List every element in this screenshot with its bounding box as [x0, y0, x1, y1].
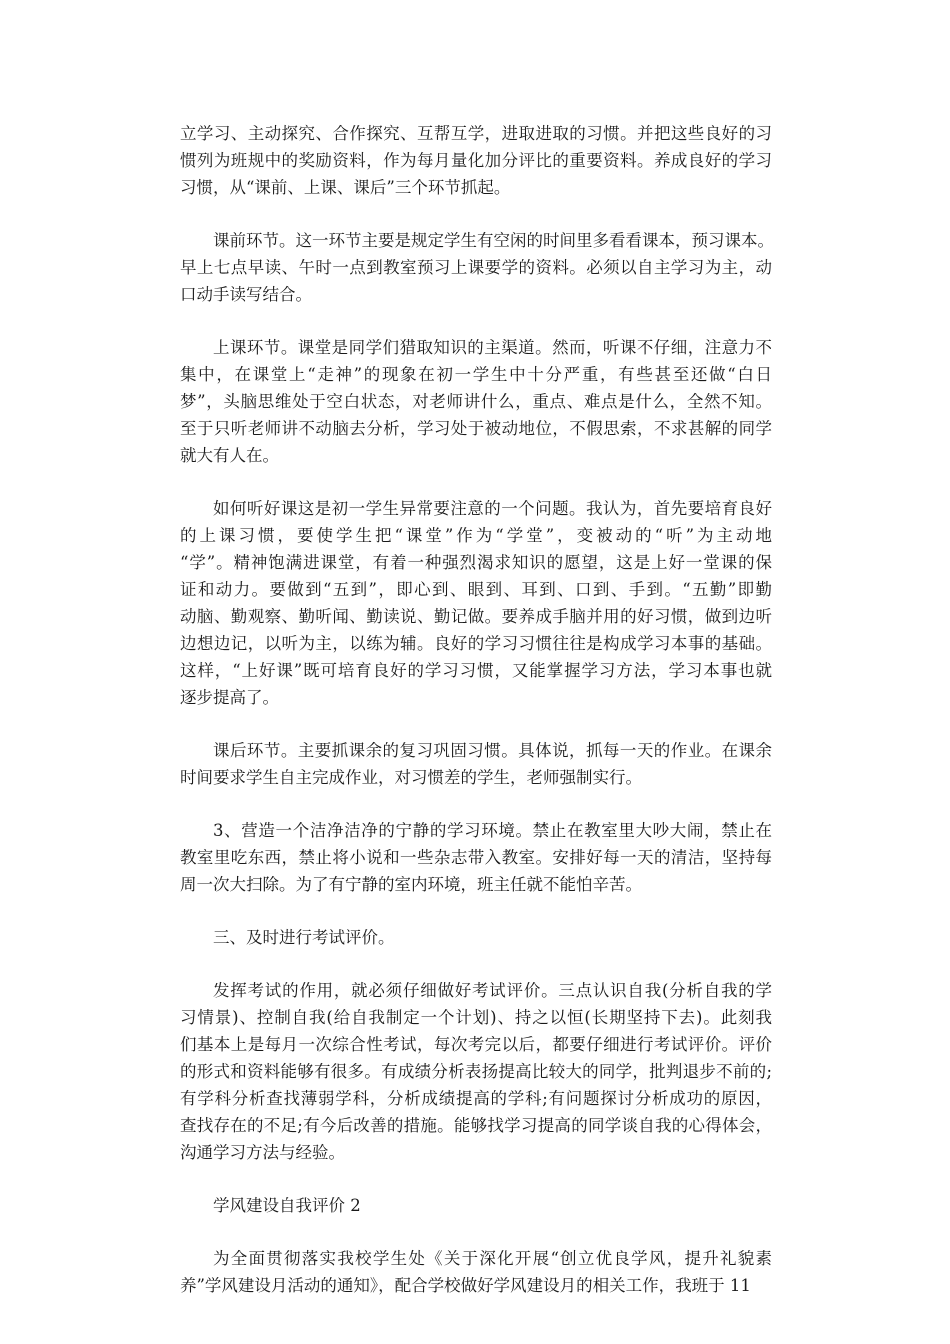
text-line: 的形式和资料能够有很多。有成绩分析表扬提高比较大的同学，批判退步不前的; — [180, 1062, 772, 1081]
text-line: 学风建设自我评价 2 — [213, 1196, 361, 1215]
text-line: 惯列为班规中的奖励资料，作为每月量化加分评比的重要资料。养成良好的学习 — [180, 151, 772, 170]
text-line: 课前环节。这一环节主要是规定学生有空闲的时间里多看看课本，预习课本。 — [213, 231, 774, 250]
text-line: 这样，“上好课”既可培育良好的学习习惯，又能掌握学习方法，学习本事也就 — [180, 661, 772, 680]
text-line: 逐步提高了。 — [180, 688, 279, 707]
text-line: 早上七点早读、午时一点到教室预习上课要学的资料。必须以自主学习为主，动 — [180, 258, 772, 277]
paragraph — [180, 924, 772, 951]
text-line: 教室里吃东西，禁止将小说和一些杂志带入教室。安排好每一天的清洁，坚持每 — [180, 848, 772, 867]
text-line: “学”。精神饱满进课堂，有着一种强烈渴求知识的愿望，这是上好一堂课的保 — [180, 553, 772, 572]
text-line: 3、营造一个洁净洁净的宁静的学习环境。禁止在教室里大吵大闹，禁止在 — [213, 821, 772, 840]
text-line: 为全面贯彻落实我校学生处《关于深化开展“创立优良学风，提升礼貌素 — [213, 1249, 772, 1268]
text-line: 立学习、主动探究、合作探究、互帮互学，进取进取的习惯。并把这些良好的习 — [180, 124, 772, 143]
text-line: 证和动力。要做到“五到”，即心到、眼到、耳到、口到、手到。“五勤”即勤 — [180, 580, 772, 599]
paragraph — [180, 1245, 772, 1299]
text-line: 习情景)、控制自我(给自我制定一个计划)、持之以恒(长期坚持下去)。此刻我 — [180, 1008, 772, 1027]
text-line: 查找存在的不足;有今后改善的措施。能够找学习提高的同学谈自我的心得体会， — [180, 1116, 772, 1135]
text-line: 如何听好课这是初一学生异常要注意的一个问题。我认为，首先要培育良好 — [213, 499, 772, 518]
text-line: 的上课习惯，要使学生把“课堂”作为“学堂”，变被动的“听”为主动地 — [180, 526, 772, 545]
text-line: 上课环节。课堂是同学们猎取知识的主渠道。然而，听课不仔细，注意力不 — [213, 338, 772, 357]
text-line: 沟通学习方法与经验。 — [180, 1143, 345, 1162]
document-page — [180, 120, 772, 1325]
text-line: 口动手读写结合。 — [180, 285, 312, 304]
text-line: 三、及时进行考试评价。 — [213, 928, 395, 947]
text-line: 发挥考试的作用，就必须仔细做好考试评价。三点认识自我(分析自我的学 — [213, 981, 772, 1000]
text-line: 时间要求学生自主完成作业，对习惯差的学生，老师强制实行。 — [180, 768, 642, 787]
text-line: 就大有人在。 — [180, 446, 279, 465]
text-line: 课后环节。主要抓课余的复习巩固习惯。具体说，抓每一天的作业。在课余 — [213, 741, 772, 760]
text-line: 习惯，从“课前、上课、课后”三个环节抓起。 — [180, 178, 511, 197]
paragraph — [180, 977, 772, 1166]
text-line: 有学科分析查找薄弱学科，分析成绩提高的学科;有问题探讨分析成功的原因， — [180, 1089, 772, 1108]
text-line: 至于只听老师讲不动脑去分析，学习处于被动地位，不假思索，不求甚解的同学 — [180, 419, 772, 438]
text-line: 梦”，头脑思维处于空白状态，对老师讲什么，重点、难点是什么，全然不知。 — [180, 392, 772, 411]
paragraph — [180, 737, 772, 791]
text-line: 周一次大扫除。为了有宁静的室内环境，班主任就不能怕辛苦。 — [180, 875, 642, 894]
paragraph — [180, 1192, 772, 1219]
paragraph — [180, 120, 772, 201]
text-line: 们基本上是每月一次综合性考试，每次考完以后，都要仔细进行考试评价。评价 — [180, 1035, 772, 1054]
paragraph — [180, 334, 772, 469]
text-line: 边想边记，以听为主，以练为辅。良好的学习习惯往往是构成学习本事的基础。 — [180, 634, 772, 653]
text-line: 动脑、勤观察、勤听闻、勤读说、勤记做。要养成手脑并用的好习惯，做到边听 — [180, 607, 772, 626]
text-line: 养”学风建设月活动的通知》，配合学校做好学风建设月的相关工作，我班于 11 — [180, 1276, 751, 1295]
paragraph — [180, 495, 772, 711]
paragraph — [180, 817, 772, 898]
paragraph — [180, 227, 772, 308]
text-line: 集中，在课堂上“走神”的现象在初一学生中十分严重，有些甚至还做“白日 — [180, 365, 772, 384]
